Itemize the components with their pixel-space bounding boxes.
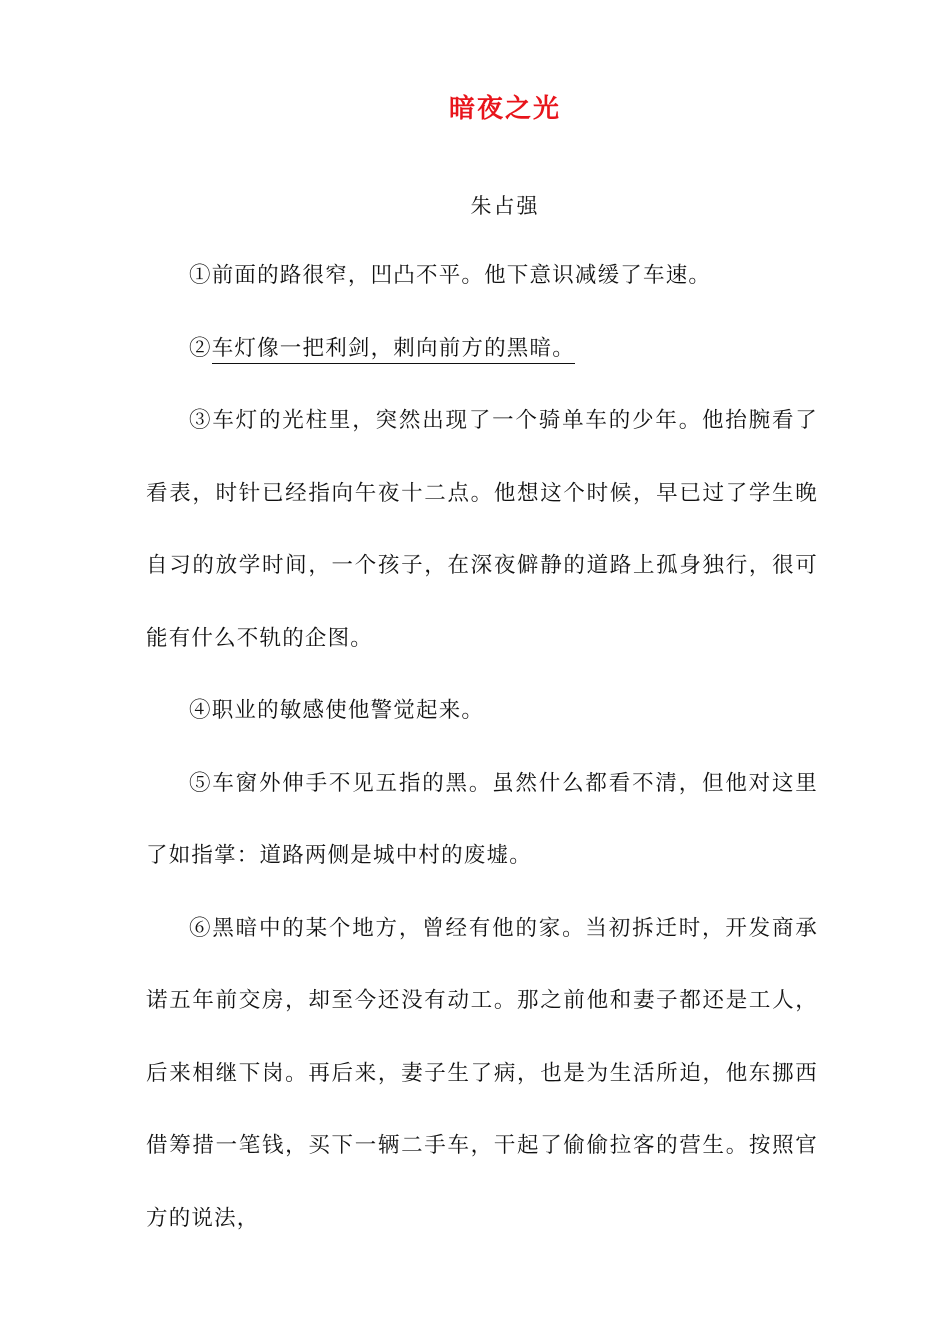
paragraph-4: ④职业的敏感使他警觉起来。 xyxy=(189,698,485,723)
paragraph-2 xyxy=(146,313,818,386)
paragraph-5: ⑤车窗外伸手不见五指的黑。虽然什么都看不清，但他对这里了如指掌：道路两侧是城中村的废墟。 xyxy=(146,770,818,868)
paragraph-3: ③车灯的光柱里，突然出现了一个骑单车的少年。他抬腕看了看表，时针已经指向午夜十二点。他想这个时候，早已过了学生晚自习的放学时间，一个孩子，在深夜僻静的道路上孤身独行，很可能有什么不轨的企图。 xyxy=(146,408,818,651)
paragraph-2-number: ② xyxy=(189,335,212,361)
underlined-sentence: 车灯像一把利剑，刺向前方的黑暗。 xyxy=(212,336,575,364)
paragraph-6: ⑥黑暗中的某个地方，曾经有他的家。当初拆迁时，开发商承诺五年前交房，却至今还没有动工。那之前他和妻子都还是工人，后来相继下岗。再后来，妻子生了病，也是为生活所迫，他东挪西借筹措一笔钱，买下一辆二手车，干起了偷偷拉客的营生。按照官方的说法， xyxy=(146,915,818,1231)
document-title: 暗夜之光 xyxy=(448,94,561,124)
article-body xyxy=(146,240,818,1255)
author-name: 朱占强 xyxy=(470,194,540,218)
paragraph-1: ①前面的路很窄，凹凸不平。他下意识减缓了车速。 xyxy=(189,263,712,288)
